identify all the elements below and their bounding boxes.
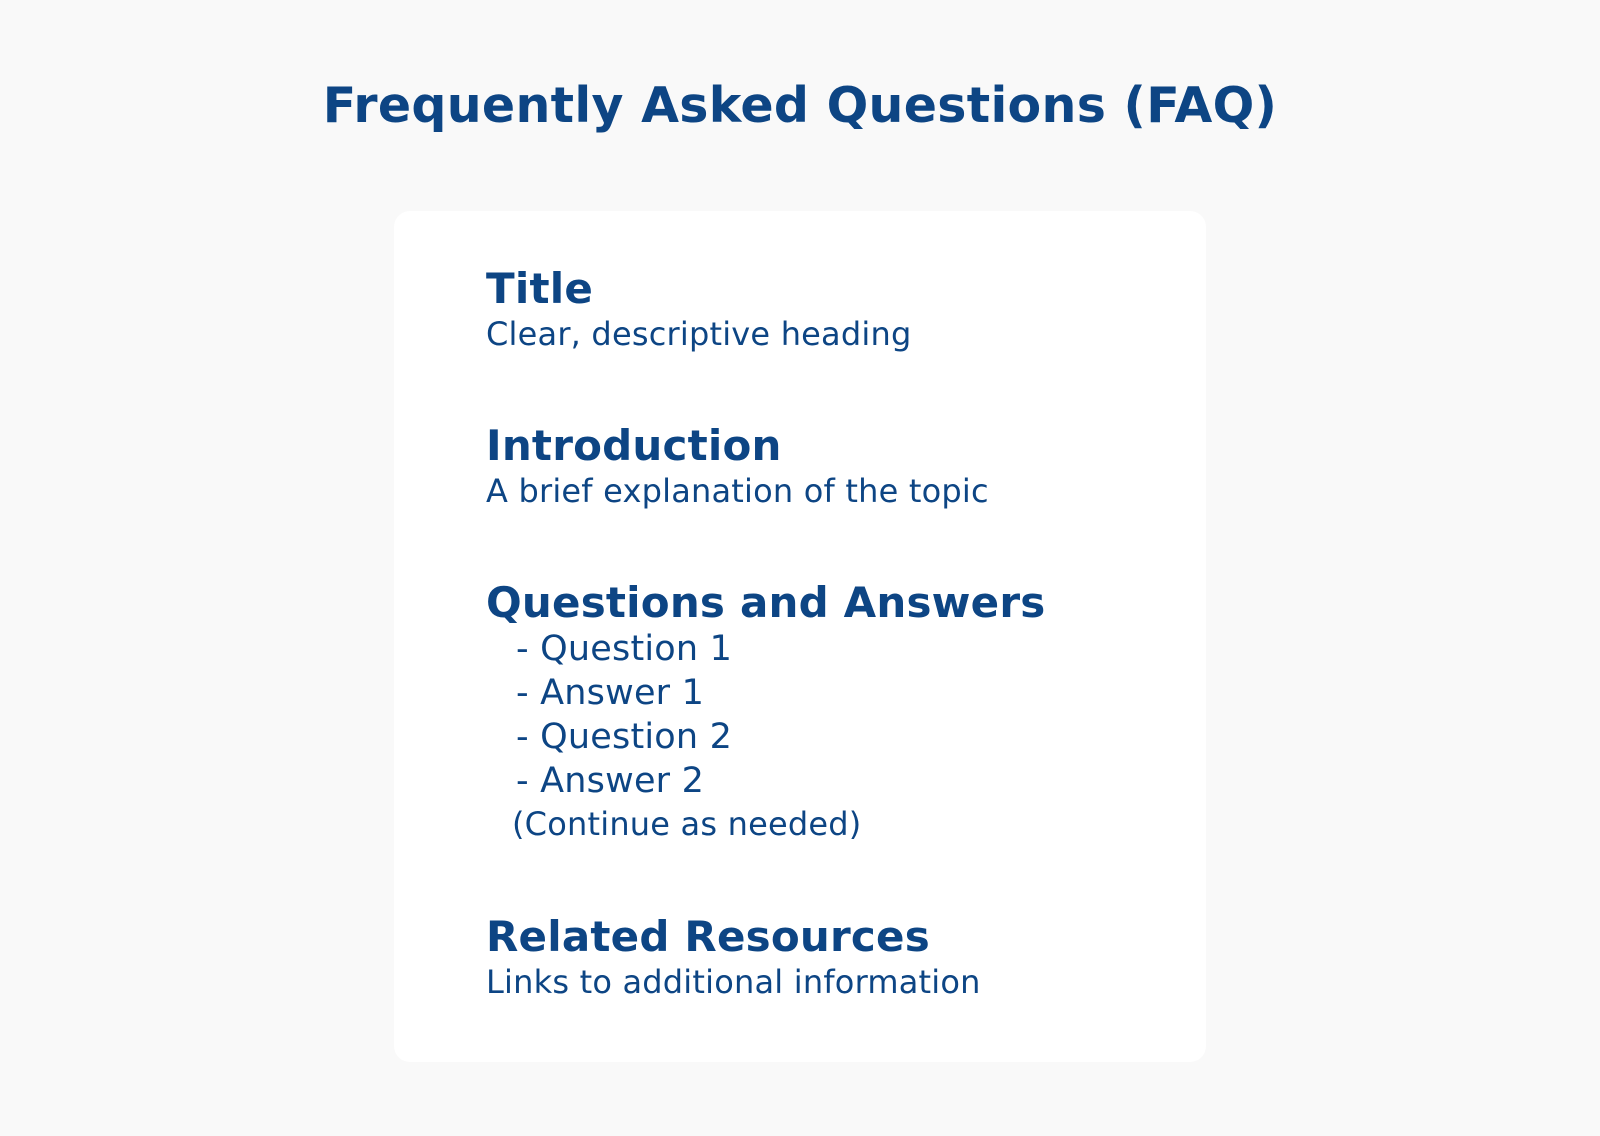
section-heading: Questions and Answers	[486, 578, 1046, 627]
list-item: - Question 1	[516, 629, 733, 669]
faq-template-card	[394, 211, 1206, 1062]
section-heading: Related Resources	[486, 912, 930, 961]
section-description: Clear, descriptive heading	[486, 315, 912, 353]
section-heading: Title	[486, 264, 594, 313]
section-description: A brief explanation of the topic	[486, 472, 989, 510]
section-introduction	[486, 422, 1186, 512]
section-questions-and-answers	[486, 579, 1186, 845]
qa-list	[486, 627, 1186, 803]
page-title: Frequently Asked Questions (FAQ)	[322, 77, 1278, 134]
list-item: - Answer 2	[516, 761, 705, 801]
section-description: Links to additional information	[486, 963, 981, 1001]
section-heading: Introduction	[486, 421, 782, 470]
list-item: - Answer 1	[516, 673, 705, 713]
list-item: - Question 2	[516, 717, 733, 757]
section-related-resources	[486, 913, 1186, 1003]
continue-note: (Continue as needed)	[512, 805, 862, 843]
section-title	[486, 265, 1186, 355]
